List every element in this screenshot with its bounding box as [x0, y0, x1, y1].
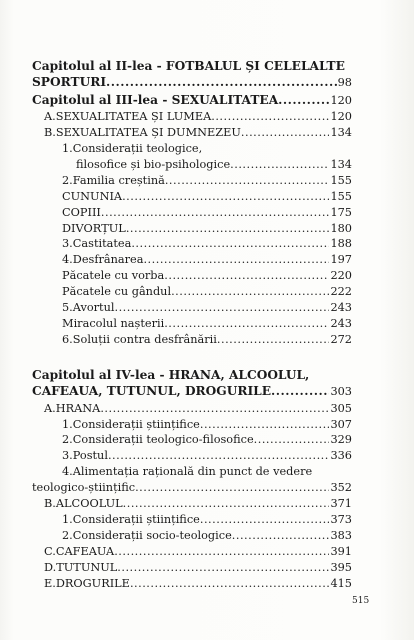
toc-entry: [32, 236, 352, 252]
toc-entry: [32, 109, 352, 125]
entry-label: Miracolul nașterii: [62, 317, 165, 330]
page-ref: 180: [330, 221, 352, 235]
toc-entry: [32, 576, 352, 592]
chapter-2-title-cont: SPORTURI: [32, 75, 107, 90]
page-ref: 383: [330, 528, 352, 542]
toc-entry: [32, 125, 352, 141]
toc-entry: [32, 268, 352, 284]
chapter-3-entry: [32, 92, 352, 109]
entry-label: B.SEXUALITATEA ȘI DUMNEZEU: [44, 126, 241, 140]
entry-label: 4.Alimentația rațională din punct de vedere: [62, 465, 313, 479]
toc-entry: [32, 417, 352, 433]
page-ref: 220: [330, 269, 352, 283]
leader-dots: [114, 544, 329, 560]
entry-label: COPIII: [62, 205, 101, 219]
leader-dots: [123, 496, 330, 512]
toc-entry: [32, 480, 352, 496]
page-ref: 391: [330, 544, 352, 558]
chapter-2-entry: [32, 74, 352, 91]
entry-label: 1.Considerații științifice: [62, 417, 200, 431]
toc-entry: [32, 300, 352, 316]
entry-label: B.ALCOOLUL: [44, 497, 123, 511]
chapter-4-title: Capitolul al IV-lea - HRANA, ALCOOLUL,: [32, 367, 310, 382]
leader-dots: [135, 480, 329, 496]
leader-dots: [130, 576, 330, 592]
toc-entry: [32, 316, 352, 332]
page-ref: 98: [337, 76, 352, 90]
leader-dots: [126, 221, 330, 237]
toc-entry: [32, 252, 352, 268]
leader-dots: [131, 236, 329, 252]
page-ref: 197: [330, 253, 352, 267]
entry-label: filosofice și bio-psihologice: [76, 157, 231, 171]
toc-entry: [32, 189, 352, 205]
toc-entry: [32, 544, 352, 560]
entry-label: teologico-științific: [32, 481, 136, 495]
page-ref: 395: [330, 560, 352, 574]
page-ref: 352: [330, 481, 352, 495]
page-number: 515: [352, 596, 370, 606]
toc-entry: [32, 496, 352, 512]
leader-dots: [230, 157, 329, 173]
page-ref: 243: [330, 317, 352, 330]
toc-entry: [32, 205, 352, 221]
entry-label: 2.Familia creștină: [62, 173, 165, 187]
toc-entry: [32, 401, 352, 417]
entry-label: 4.Desfrânarea: [62, 253, 144, 267]
leader-dots: [165, 173, 330, 189]
page-ref: 305: [330, 401, 352, 415]
page-ref: 155: [330, 189, 352, 203]
page-ref: 303: [330, 385, 352, 399]
entry-label: Păcatele cu gândul: [62, 285, 172, 299]
entry-label: Păcatele cu vorba: [62, 269, 165, 283]
toc-entry: [32, 512, 352, 528]
entry-label: 5.Avortul: [62, 301, 115, 315]
leader-dots: [143, 252, 329, 268]
leader-dots: [254, 432, 330, 448]
entry-label: 2.Considerații socio-teologice: [62, 528, 232, 542]
entry-label: CUNUNIA: [62, 189, 123, 203]
page-ref: 373: [330, 512, 352, 526]
leader-dots: [108, 448, 329, 464]
leader-dots: [122, 189, 329, 205]
toc-entry: [32, 284, 352, 300]
leader-dots: [171, 284, 329, 300]
toc-entry: [32, 528, 352, 544]
page-ref: 371: [330, 497, 352, 511]
leader-dots: [117, 560, 329, 576]
leader-dots: [106, 74, 337, 90]
chapter-4-title-cont: CAFEAUA, TUTUNUL, DROGURILE: [32, 384, 272, 399]
toc-entry: [32, 173, 352, 189]
entry-label: A.SEXUALITATEA ȘI LUMEA: [44, 110, 212, 124]
leader-dots: [164, 268, 329, 284]
toc-entry: [32, 560, 352, 576]
leader-dots: [278, 92, 329, 108]
section-gap: [32, 348, 352, 367]
page-ref: 336: [330, 449, 352, 463]
toc-entry: [32, 432, 352, 448]
page-ref: 134: [330, 126, 352, 140]
chapter-3-title: Capitolul al III-lea - SEXUALITATEA: [32, 92, 279, 107]
entry-label: 3.Castitatea: [62, 237, 132, 251]
page-ref: 155: [330, 173, 352, 187]
entry-label: 1.Considerații științifice: [62, 512, 200, 526]
entry-label: A.HRANA: [44, 401, 101, 415]
entry-label: 6.Soluții contra desfrânării: [62, 332, 217, 346]
entry-label: 3.Postul: [62, 449, 108, 463]
page-ref: 120: [330, 110, 352, 124]
leader-dots: [211, 109, 329, 125]
entry-label: D.TUTUNUL: [44, 560, 118, 574]
page-ref: 272: [330, 332, 352, 346]
entry-label: 2.Considerații teologico-filosofice: [62, 433, 254, 447]
page-ref: 134: [330, 157, 352, 171]
entry-label: 1.Considerații teologice,: [62, 142, 203, 156]
leader-dots: [115, 300, 330, 316]
page-ref: 415: [330, 576, 352, 590]
toc-entry: [32, 448, 352, 464]
entry-label: E.DROGURILE: [44, 576, 130, 590]
page-ref: 243: [330, 301, 352, 315]
leader-dots: [232, 528, 330, 544]
page-ref: 222: [330, 285, 352, 299]
leader-dots: [200, 512, 330, 528]
toc-entry: [32, 332, 352, 348]
entry-label: C.CAFEAUA: [44, 544, 115, 558]
table-of-contents: [32, 58, 352, 592]
chapter-2-title: Capitolul al II-lea - FOTBALUL ȘI CELELALTE: [32, 59, 345, 73]
chapter-4-entry: [32, 383, 352, 400]
leader-dots: [101, 205, 330, 221]
leader-dots: [271, 383, 329, 399]
leader-dots: [164, 316, 329, 332]
page-ref: 175: [330, 205, 352, 219]
leader-dots: [100, 401, 329, 417]
toc-entry: [32, 221, 352, 237]
page-ref: 329: [330, 433, 352, 447]
page-ref: 188: [330, 237, 352, 251]
page-ref: 120: [330, 93, 352, 107]
entry-label: DIVORȚUL: [62, 221, 126, 235]
leader-dots: [200, 417, 330, 433]
toc-entry: [32, 157, 352, 173]
leader-dots: [241, 125, 330, 141]
page-ref: 307: [330, 417, 352, 431]
leader-dots: [217, 332, 330, 348]
